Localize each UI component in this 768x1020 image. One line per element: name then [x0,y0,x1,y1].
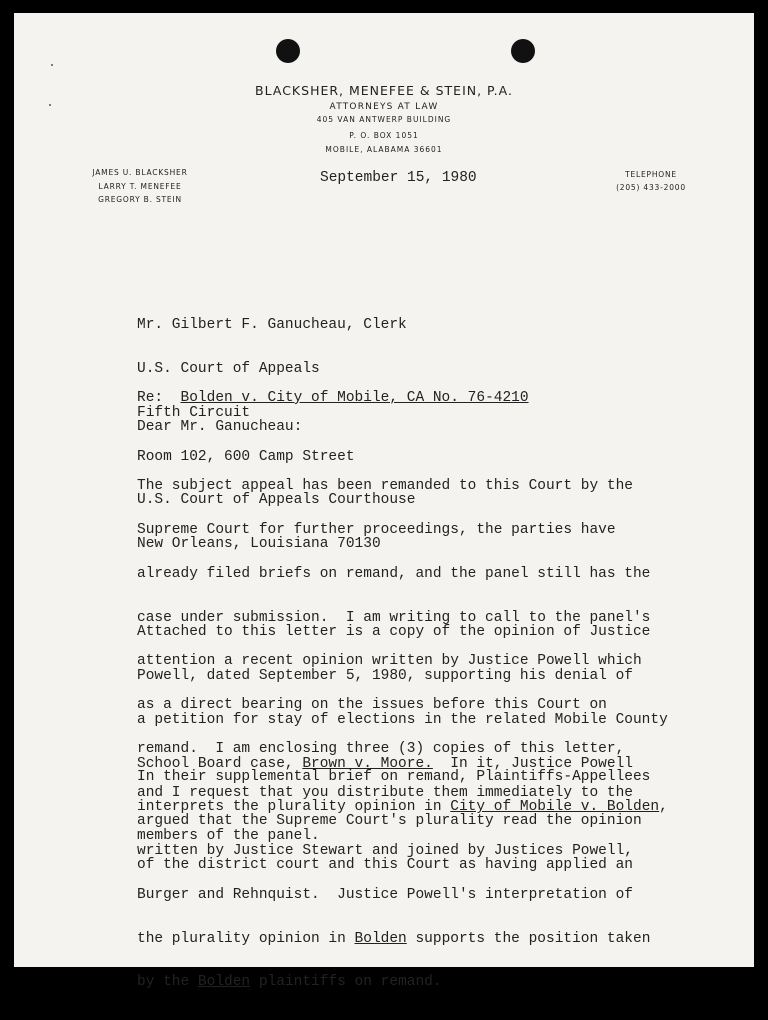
telephone-block [596,168,706,194]
text-run: interprets the plurality opinion in [137,799,451,816]
case-citation: City of Mobile v. Bolden [450,799,660,816]
punch-hole-left [276,39,300,63]
salutation: Dear Mr. Ganucheau: [137,419,303,435]
telephone-number: (205) 433-2000 [616,183,686,192]
paragraph-line: a petition for stay of elections in the related Mobile County [137,711,668,728]
text-run: plaintiffs on remand. [250,974,442,991]
recipient-line: Mr. Gilbert F. Ganucheau, Clerk [137,317,407,334]
paragraph-line: Attached to this letter is a copy of the opinion of Justice [137,624,651,641]
paragraph-line: and I request that you distribute them immediately to the [137,784,633,801]
paragraph-line: remand. I am enclosing three (3) copies of this letter, [137,740,625,757]
firm-address-line: 405 VAN ANTWERP BUILDING [316,115,452,124]
partner-name: GREGORY B. STEIN [98,195,182,204]
re-label: Re: [137,390,164,406]
paragraph-3 [137,741,650,902]
case-citation: Bolden [197,974,251,991]
paragraph-line: Supreme Court for further proceedings, the parties have [137,521,616,538]
paragraph-line: Burger and Rehnquist. Justice Powell's interpretation of [137,886,633,903]
paragraph-line: as a direct bearing on the issues before this Court on [137,697,607,714]
text-run: School Board case, [137,755,303,772]
case-citation: Brown v. Moore. [302,755,433,772]
text-run: supports the position taken [406,930,651,947]
recipient-line: U.S. Court of Appeals [137,360,320,377]
paragraph-line: argued that the Supreme Court's plurality read the opinion [137,812,642,829]
telephone-label: TELEPHONE [625,170,677,179]
recipient-line: Fifth Circuit [137,404,251,421]
recipient-line: Room 102, 600 Camp Street [137,448,355,465]
firm-name: BLACKSHER, MENEFEE & STEIN, P.A. [255,83,513,98]
paragraph-line: attention a recent opinion written by Justice Powell which [137,653,642,670]
paragraph-line: written by Justice Stewart and joined by Justices Powell, [137,843,633,860]
paragraph-line: of the district court and this Court as having applied an [137,856,633,873]
speck-mark [51,64,53,66]
text-run: by the [137,974,198,991]
paragraph-line: Powell, dated September 5, 1980, supporting his denial of [137,667,633,684]
firm-address-line: MOBILE, ALABAMA 36601 [325,145,443,154]
paragraph-line: In their supplemental brief on remand, Plaintiffs-Appellees [137,769,651,786]
firm-address-line: P. O. BOX 1051 [349,131,419,140]
paragraph-line: The subject appeal has been remanded to this Court by the [137,478,633,495]
letter-page [14,13,754,991]
text-run: the plurality opinion in [137,930,355,947]
partner-name: JAMES U. BLACKSHER [92,168,188,177]
case-citation: Bolden [354,930,407,947]
firm-subtitle: ATTORNEYS AT LAW [329,102,439,112]
recipient-line: U.S. Court of Appeals Courthouse [137,492,416,509]
partner-list [80,166,200,207]
text-run: , [659,799,668,816]
re-line [137,391,529,406]
text-run: In it, Justice Powell [432,755,633,772]
paragraph-line: already filed briefs on remand, and the panel still has the [137,565,651,582]
re-subject: Bolden v. City of Mobile, CA No. 76-4210 [180,390,529,406]
punch-hole-right [511,39,535,63]
paragraph-line [137,932,668,947]
paragraph-line: case under submission. I am writing to call to the panel's [137,609,651,626]
paragraph-line: members of the panel. [137,828,320,845]
letter-date: September 15, 1980 [320,170,477,186]
partner-name: LARRY T. MENEFEE [98,181,182,191]
recipient-line: New Orleans, Louisiana 70130 [137,536,381,553]
paragraph-line [137,975,668,990]
